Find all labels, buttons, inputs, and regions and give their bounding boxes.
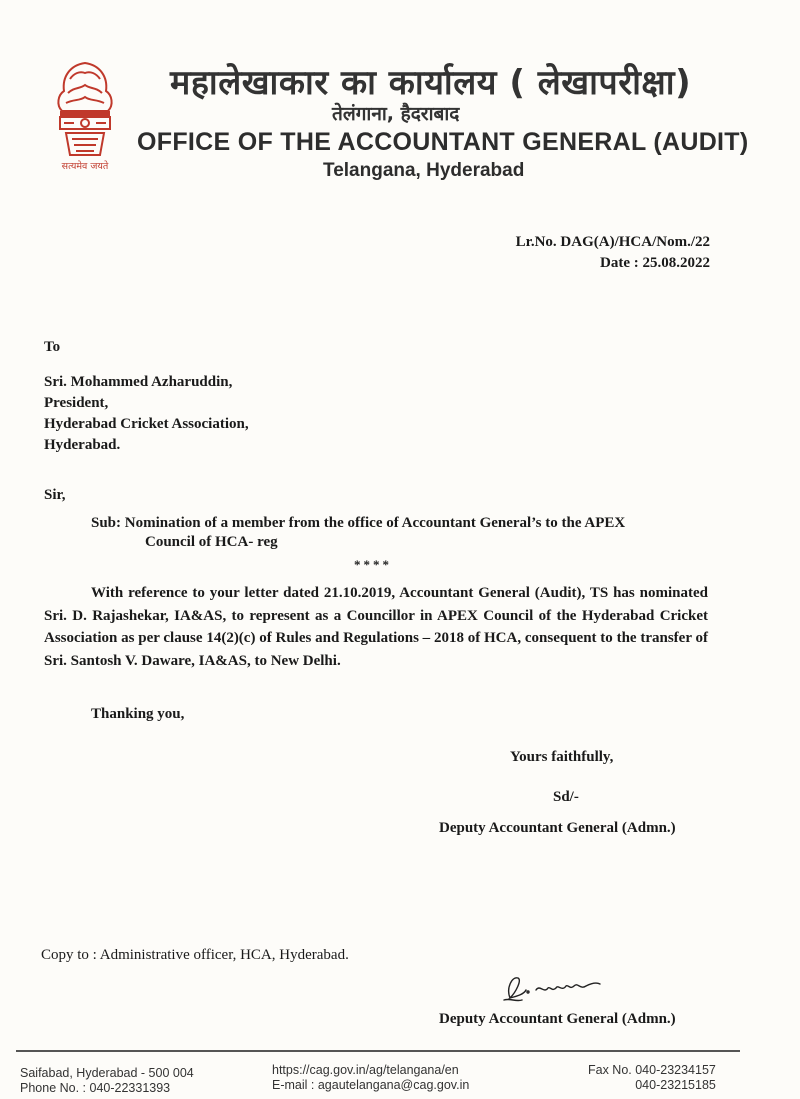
footer-fax-1: Fax No. 040-23234157 bbox=[588, 1063, 716, 1077]
emblem-motto: सत्यमेव जयते bbox=[61, 161, 109, 172]
to-label: To bbox=[44, 339, 61, 355]
signatory-designation: Deputy Accountant General (Admn.) bbox=[439, 820, 676, 836]
reference-block bbox=[516, 232, 710, 274]
yours-faithfully: Yours faithfully, bbox=[510, 749, 614, 765]
footer-fax-2: 040-23215185 bbox=[635, 1078, 716, 1092]
footer-web-block bbox=[272, 1063, 469, 1093]
state-emblem bbox=[40, 55, 130, 180]
salutation: Sir, bbox=[44, 487, 66, 503]
office-title-english: OFFICE OF THE ACCOUNTANT GENERAL (AUDIT) bbox=[137, 128, 749, 156]
signature-icon bbox=[496, 968, 626, 1008]
subject bbox=[91, 514, 711, 552]
recipient-line: Hyderabad Cricket Association, bbox=[44, 416, 249, 432]
recipient-line: President, bbox=[44, 395, 109, 411]
thanking-line: Thanking you, bbox=[91, 706, 185, 722]
recipient-line: Sri. Mohammed Azharuddin, bbox=[44, 374, 233, 390]
footer-address: Saifabad, Hyderabad - 500 004 bbox=[20, 1066, 194, 1080]
sd-mark: Sd/- bbox=[553, 789, 579, 805]
body-text: With reference to your letter dated 21.10.2019, Accountant General (Audit), TS has nominated Sri. D. Rajashekar, IA&AS, to represent as a Councillor in APEX Council of the Hyderabad Cricket Association as per clause 14(2)(c) of Rules and Regulations – 2018 of HCA, consequent to the transfer of Sri. Santosh V. Daware, IA&AS, to New Delhi. bbox=[44, 585, 708, 669]
letter-number: Lr.No. DAG(A)/HCA/Nom./22 bbox=[515, 234, 710, 250]
footer-address-block bbox=[20, 1066, 194, 1096]
footer-fax-block bbox=[588, 1063, 716, 1093]
body-paragraph bbox=[44, 582, 708, 672]
separator-stars: **** bbox=[354, 557, 392, 572]
footer-divider bbox=[16, 1050, 740, 1052]
copy-to: Copy to : Administrative officer, HCA, Hyderabad. bbox=[41, 947, 349, 963]
recipient-line: Hyderabad. bbox=[44, 437, 121, 453]
subject-line-2: Council of HCA- reg bbox=[145, 534, 278, 550]
letter-date: Date : 25.08.2022 bbox=[600, 255, 710, 271]
footer-website[interactable]: https://cag.gov.in/ag/telangana/en bbox=[272, 1063, 459, 1077]
footer-phone: Phone No. : 040-22331393 bbox=[20, 1081, 171, 1095]
office-location-english: Telangana, Hyderabad bbox=[323, 160, 525, 181]
footer-email[interactable]: E-mail : agautelangana@cag.gov.in bbox=[272, 1078, 470, 1092]
office-title-hindi: महालेखाकार का कार्यालय ( लेखापरीक्षा) bbox=[170, 63, 692, 103]
handwritten-signature bbox=[496, 968, 626, 1008]
signature-designation: Deputy Accountant General (Admn.) bbox=[439, 1011, 676, 1027]
office-location-hindi: तेलंगाना, हैदराबाद bbox=[332, 103, 460, 125]
subject-line-1: Sub: Nomination of a member from the office of Accountant General’s to the APEX bbox=[91, 515, 626, 531]
recipient-address bbox=[44, 372, 249, 456]
